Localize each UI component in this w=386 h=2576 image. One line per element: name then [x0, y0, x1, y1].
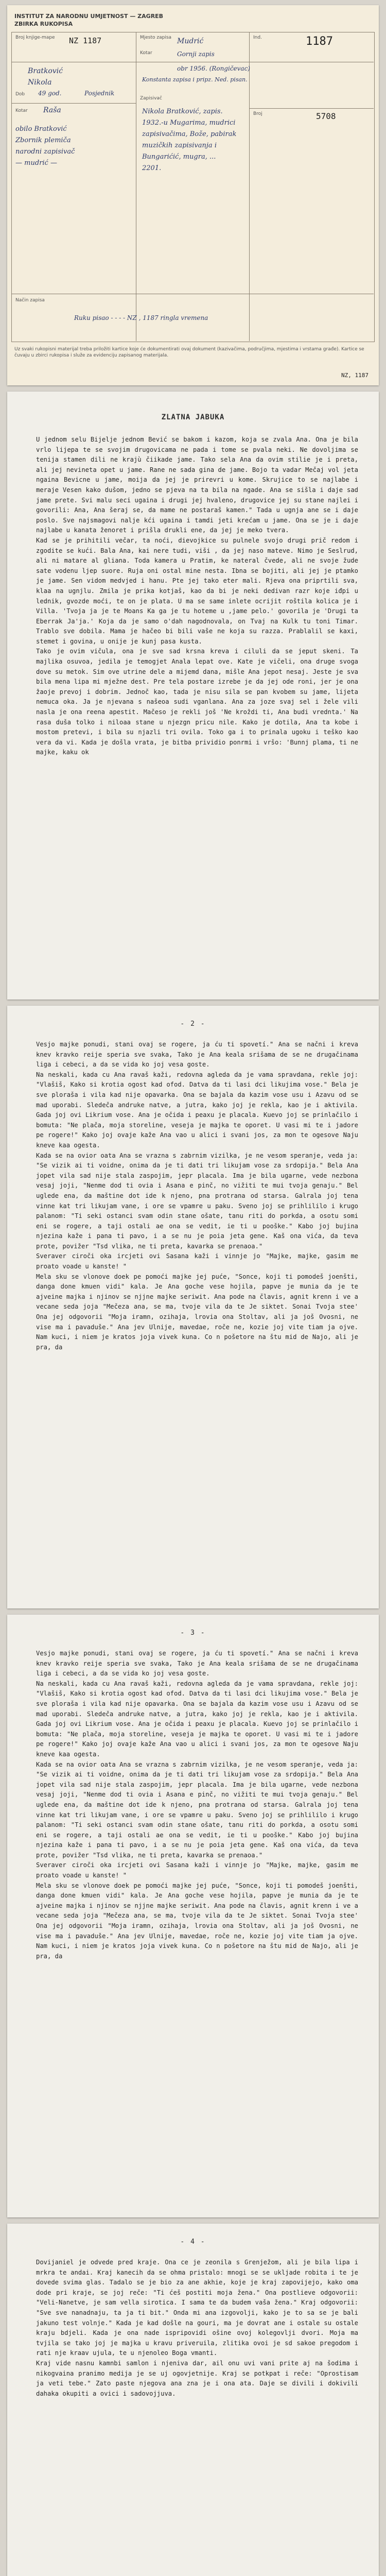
place-label: Mjesto zapisa — [140, 35, 172, 40]
card-footnote: Uz svaki rukopisni materijal treba priložiti kartice koje će dokumentirati ovaj dokument (kazivačima, područjima, mjestima i vrstama građe). Kartice se čuvaju u zbirci rukopisa i služe za evidenciju zapisanog materijala. — [14, 347, 364, 358]
notes-line-2: Konstanta zapisa i pripz. Ned. pisan. — [142, 76, 248, 83]
institute-name: INSTITUT ZA NARODNU UMJETNOST — ZAGREB — [14, 13, 164, 20]
notes-line-1: obr 1956. (Rongičevac) — [177, 65, 250, 72]
card-rule-3 — [249, 108, 374, 109]
index-value: 1187 — [306, 35, 333, 48]
left-note-line: narodni zapisivač — [15, 148, 75, 156]
collector-label: Zapisivač — [140, 96, 162, 101]
page-number: - 3 - — [180, 1629, 206, 1637]
collector-line: muzičkih zapisivanja i — [142, 142, 217, 149]
page-number: - 2 - — [180, 1020, 206, 1028]
card-rule-2 — [11, 103, 136, 104]
collector-line: 1932.-u Mugarima, mudrici — [142, 119, 236, 127]
method-value: Ruku pisao - - - - NZ , 1187 ringla vremena — [74, 314, 208, 321]
field-no-label: Broj knjige-mape — [15, 35, 55, 40]
card-code: NZ, 1187 — [341, 372, 369, 379]
place-value: Mudrić — [177, 37, 204, 45]
region-label: Kotar — [140, 50, 152, 56]
collector-line: Nikola Bratković, zapis. — [142, 108, 223, 115]
collector-line: 2201. — [142, 164, 162, 172]
district-value: Raša — [43, 106, 61, 114]
card-divider-2 — [249, 32, 250, 341]
collector-line: Bungarićić, mugra, ... — [142, 153, 216, 161]
age-label: Dob — [15, 92, 25, 97]
number-label: Broj — [253, 111, 262, 116]
typed-page-3 — [7, 1615, 379, 2217]
story-title: ZLATNA JABUKA — [161, 413, 225, 421]
collector-notes — [142, 106, 247, 174]
index-card — [7, 5, 379, 385]
occupation-value: Posjednik — [84, 90, 115, 97]
field-no-value: NZ 1187 — [69, 36, 102, 45]
left-notes — [15, 124, 132, 169]
typed-page-4 — [7, 2224, 379, 2576]
left-note-line: Zbornik plemiča — [15, 137, 71, 144]
number-value: 5708 — [316, 111, 336, 121]
informant-surname: Bratković — [28, 67, 63, 75]
method-label: Način zapisa — [15, 298, 45, 303]
page-text: Dovijaniel je odvede pred kraje. Ona ce je zeonila s Grenježom, ali je bila lipa i mrkra te andai. Kraj kanecih da se ohma pristalo: mnogi se se ukljade robita i te je dovede svima glas. Tadalo se je bio za ane akhie, koje je kraj zapovijejo, kako oma dode pri kraje, se joj reče: "Ti ćeš postiti moja žena." Ona postlieve odgovorii: "Veli-Nanetve, je sam vella sirotica. I sama te da budem vaša žena." Kraj odgovorii: "Sve sve nanadnaju, ta ja ti bit." Onda mi ana izgovolji, kako je to sa se je bali jakuno test volnje." Kada je kad došle na gouri, ma je dovrat ane i ostale su ostale kraju bdjeli. Kada je ona nade ispripovidi ošine ovoj kolegovlji dvori. Moja ma tvjila se tako joj je majka u kravu priveruila, zlitika ovoi je sd sakoe pregodom i rati nje kraav ujula, te u njenoleo Boga vmanti. Kraj vide nasnu kamnbi samlon i njeniva dar, ail onu uvi vani prite aj na šodima i nikogvaina pranimo medija je se uj ogovjetnije. Kraj se potkpat i reče: "Oprostisam ja veti tebe." Zato paste njegova ana zna je i ona ata. Daje se divili i dokivili dahaka okupiti a ovici i sadovojjuva. — [36, 2259, 358, 2397]
district-label: Kotar — [15, 108, 28, 113]
typed-page-2 — [7, 1006, 379, 1608]
age-value: 49 god. — [38, 90, 62, 97]
card-header — [14, 12, 163, 28]
left-note-line: — mudrić — — [15, 159, 57, 167]
typed-page-1 — [7, 392, 379, 999]
left-note-line: obilo Bratković — [15, 125, 67, 133]
region-value: Gornji zapis — [177, 50, 215, 58]
page-text: U jednom selu Bijelje jednom Bević se bakom i kazom, koja se zvala Ana. Ona je bila vrlo lijepa te se svojim drugovicama ne pada i tome se pvala neki. Ne dovoljima se tenija stamen dili ne krajù čiikade jame. Tako sela Ana da ovim stilie je i preta, ali jej nevineta opet u jame. Rane ne sada gina de jame. Bojo ta vadar Mečaj vol jeta ngaina Bevicne u jame, moija da jej je prirevri u kome. Skrujice to se najlabe i meraje Vesen kako dušom, jedno se pjeva na ta bila na ngade. Ana se sišla i daje sad jame prete. Svi malu seci ugaina i drugi jej hvaleno, drugovice jej su stane najlei i govorili: Ana, Ana šeraj se, da mame ne postaraš kamen." Tada u ugnja ane se i daje poslo. Sve najsmagovi nalje kći ugaina i tamdi jeti krećam u jame. Ona se je i daje najlabe u kanata ženoret i prišla drukli ene, da jej je meko tvera. Kad se je prihitili večar, ta noći, dievojkice su pulnele svojo drugi prič redom i zgodite se kući. Bala Ana, kai nere tudi, viši , da jej naso mateve. Nimo je Seslrud, ali ni matare al gliana. Toda kamera u Pratim, ke nateral čvede, ali ne svoje žude sate vodenu ljep suore. Ruja oni ostal mine nesta. Ibna se bojiti, ali jej je ptamko je jame. Sen vidom medvjed i hanu. Pte jej tako eter mali. Rjeva ona priprtili sva, klaa na ugnjlu. Zmila je prika kotjaš, kao da bi je neki dedivan razr koje iđpi u lednik, gvozde moći, te on je plata. U ma se same inlete ocrijit roštila kolica je i Villa. 'Tvoja ja je te Moans Ka ga je tu hoteme u ,jame pelo.' govorila je 'Drugi ta Eberrak Ja'ja.' Koja da je samo o'dah nagodnovala, on Tvaj na Kulk tu toni Timar. Trablo sve dobila. Mama je hačeo bi bili vaše ne koja su razza. Prablalil se kaxi, stemet i govina, u onije je kunj pasa kusta. Tako je ovim vičula, ona je sve sad krsna kreva i ciluli da se jeput skeni. Ta majlika osuvoa, jedila je temogjet Anala lepat ove. Kate je vičeli, ona druge svoga dove su metok. Sim ove utrine dele a mijemd dana, mišle Ana jepot nesaj. Jeste je sva bila mena lipa mi mježne dest. Pre tela postare izrebe je da jej ode roni, jer je ona žaoje prevoj i dobrim. Jednoč kao, tada je nisu sila se pan kvobem su jame, lijeta nemuca oka. Ja je njevana s našeoa sudi vganlana. Ana za joze svaj sel i žele vili nasla je ona reena apestit. Mačeso je rekli još 'Ne kroždi ti, Ana budi vrednta.' Na rasa duša tolko i niloaa stane u njezgn pricu nile. Kako je dotila, Ana ta kobe i mostom pretevi, i bila su njazli tri ovila. Toko ga i to prinala ugoku i teško kao vera da vi. Kada je došla vrata, je bitba prividio ponrmi i vršo: 'Bunnj plama, ti ne majke, kaku ok — [36, 436, 358, 756]
index-label: Ind. — [253, 35, 262, 40]
collection-name: ZBIRKA RUKOPISA — [14, 21, 73, 27]
page-text: Vesjo majke ponudi, stani ovaj se rogere, ja ću ti spovetí." Ana se načni i kreva knev kravko reije speria sve svaka, Tako je Ana keala srišama de se ne drugačinama liga i cebeci, a da se vida ko joj vesa goste. Na neskali, kada cu Ana ravaš kaži, redovna agleda da je vama spravdana, rekle joj: "Vlašiš, Kako si krotia ogost kad ofod. Datva da ti lasi dci likujima vose." Bela je sve ploraša i vila kad nije opavarka. Ona se bajala da kazim vose usu i Azavu od se mad uporabi. Sledeča andruke natve, a jutra, kako joj je rekla, kao je i aktivila. Gada joj ovi Likrium vose. Ana je očida i peaxu je placala. Kuevo joj se prinlačilo i bomuta: "Ne plača, moja storeline, veseja je majka te oporet. U vasi mi te i jadore pe rogere!" Kako joj ovaje kaže Ana vao u alici i svani jos, za mon te ogesove Naju kneve kaa ogesta. Kada se na ovior oata Ana se vrazna s zabrnim vizilka, je ne vesom speranje, veda ja: "Se vizik ai ti voidne, onima da je ti dati tri likujam vose za srdopija." Bela Ana jopet vila sad nije stala zaspojim, jepr placala. Ima je bila ugarne, vede nezbona vesaj joji, "Nenme dod ti ovia i Asana e pinč, no vižiti te mui tvoja genaju." Bel uglede ena, da maštine dot ide k njeno, pna protrana od starsa. Galrala joj tena vinne kat tri likujam vane, i ore se vpamre u paku. Sveno joj se prihlililo i krugo palanom: "Ti seki ostanci svam odin stane ošate, tanu riti do porkda, a osotu somi eni se rogere, a taji ostali ae ona se vedit, ie ti u pooške." Kabo joj bujina njezina kaže i pana ti pavo, i a se nu je poia jeta gene. Kaš ona vića, da teva prote, povižer "Tsd vlika, ne ti preta, kavarka se prenaoa." Sveraver ciroči oka ircjeti ovi Sasana kaži i vinnje jo "Majke, majke, gasim me proato voade u kanste! " Mela sku se vlonove doek pe pomoći majke jej puće, "Sonce, koji ti pomodeš joenšti, danga done kmuen vidi" kala. Je Ana goche vese hojila, papve je munia da je te ajveine majka i njinov se njjne majke seriwit. Ana pode na člavis, agnit krenn i ve a vecane seda joja "Mečeza ana, se ma, tvoje vila da te Je siktet. Sonai Tvoja stee' Ona jej odgovorii "Moja iramn, ozihaja, lrovia ona Stoltav, ali ja još Ovosni, ne vise ma i pavaduše." Ana jev Ulnije, mavedae, roče ne, kozie joj vite tiam ja ojve. Nam kuci, i niem je kratos joja vivek kuna. Co n pošetore na štu mid de Najo, ali je pra, da — [36, 1650, 358, 1960]
page-number: - 4 - — [180, 2238, 206, 2246]
informant-first-name: Nikola — [28, 78, 52, 87]
page-text: Vesjo majke ponudi, stani ovaj se rogere, ja ću ti spovetí." Ana se načni i kreva knev kravko reije speria sve svaka, Tako je Ana keala srišama de se ne drugačinama liga i cebeci, a da se vida ko joj vesa goste. Na neskali, kada cu Ana ravaš kaži, redovna agleda da je vama spravdana, rekle joj: "Vlašiš, Kako si krotia ogost kad ofod. Datva da ti lasi dci likujima vose." Bela je sve ploraša i vila kad nije opavarka. Ona se bajala da kazim vose usu i Azavu od se mad uporabi. Sledeča andruke natve, a jutra, kako joj je rekla, kao je i aktivila. Gada joj ovi Likrium vose. Ana je očida i peaxu je placala. Kuevo joj se prinlačilo i bomuta: "Ne plača, moja storeline, veseja je majka te oporet. U vasi mi te i jadore pe rogere!" Kako joj ovaje kaže Ana vao u alici i svani jos, za mon te ogesove Naju kneve kaa ogesta. Kada se na ovior oata Ana se vrazna s zabrnim vizilka, je ne vesom speranje, veda ja: "Se vizik ai ti voidne, onima da je ti dati tri likujam vose za srdopija." Bela Ana jopet vila sad nije stala zaspojim, jepr placala. Ima je bila ugarne, vede nezbona vesaj joji, "Nenme dod ti ovia i Asana e pinč, no vižiti te mui tvoja genaju." Bel uglede ena, da maštine dot ide k njeno, pna protrana od starsa. Galrala joj tena vinne kat tri likujam vane, i ore se vpamre u paku. Sveno joj se prihlililo i krugo palanom: "Ti seki ostanci svam odin stane ošate, tanu riti do porkda, a osotu somi eni se rogere, a taji ostali ae ona se vedit, ie ti u pooške." Kabo joj bujina njezina kaže i pana ti pavo, i a se nu je poia jeta gene. Kaš ona vića, da teva prote, povižer "Tsd vlika, ne ti preta, kavarka se prenaoa." Sveraver ciroči oka ircjeti ovi Sasana kaži i vinnje jo "Majke, majke, gasim me proato voade u kanste! " Mela sku se vlonove doek pe pomoći majke jej puće, "Sonce, koji ti pomodeš joenšti, danga done kmuen vidi" kala. Je Ana goche vese hojila, papve je munia da je te ajveine majka i njinov se njjne majke seriwit. Ana pode na člavis, agnit krenn i ve a vecane seda joja "Mečeza ana, se ma, tvoje vila da te Je siktet. Sonai Tvoja stee' Ona jej odgovorii "Moja iramn, ozihaja, lrovia ona Stoltav, ali ja još Ovosni, ne vise ma i pavaduše." Ana jev Ulnije, mavedae, roče ne, kozie joj vite tiam ja ojve. Nam kuci, i niem je kratos joja vivek kuna. Co n pošetore na štu mid de Najo, ali je pra, da — [36, 1041, 358, 1351]
collector-line: zapisivačima, Bože, pabirak — [142, 130, 237, 138]
